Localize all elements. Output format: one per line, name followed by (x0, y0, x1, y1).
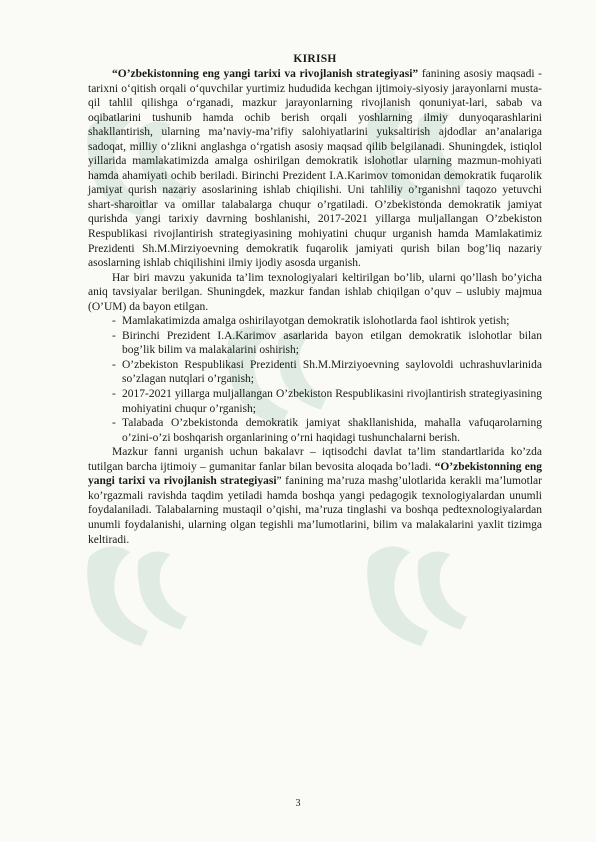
page-heading: KIRISH (293, 53, 337, 65)
bullet-dash: - (112, 358, 116, 371)
list-item: - 2017-2021 yillarga muljallangan O’zbekiston Respublikasini rivojlantirish strategiyasining mohiyatini chuqur o’rganish; (112, 388, 542, 415)
course-title-bold-2: “O’zbekistonning eng yangi tarixi va rivojlanish strategiyasi (88, 460, 542, 488)
list-item: - Mamlakatimizda amalga oshirilayotgan demokratik islohotlarda faol ishtirok yetish; (112, 315, 510, 328)
conclusion-text-after: ” fanining ma’ruza mashg’ulotlarida kerakli ma’lumotlar ko’rgazmali ravishda taqdim yetiladi hamda boshqa yangi pedagogik texnologiyalardan unumli foydalaniladi. Talabalarning mustaqil o’qishi, ma’ruza tinglashi va boshqa pedtexnologiyalardan unumli foydalanishi, ularning olgan tegishli ma’lumotlarini, bilim va malakalarini yaxlit tizimga keltiradi. (88, 475, 542, 546)
conclusion-paragraph (88, 445, 542, 547)
goals-list (88, 314, 542, 445)
bullet-dash: - (112, 329, 116, 342)
bullet-dash: - (112, 417, 116, 430)
intro-paragraph-text: fanining asosiy maqsadi - tarixni o‘qitish orqali o‘quvchilar yurtimiz hududida kechgan ijtimoiy-siyosiy jarayonlarni musta-qil tahlil qilishga o‘rganadi, mazkur jarayonlarning rivojlanish qonuniyat-lari, sabab va oqibatlarini tushunib hamda ochib berish orqali yoshlarning ilmiy dunyoqarashlarini shakllantirish, ularning ma’naviy-ma’rifiy salohiyatlarini yuksaltirish ajdodlar an’analariga sadoqat, milliy o‘zlikni anglashga o‘rgatish asosiy maqsad qilib belgilanadi. Shuningdek, istiqlol yillarida mamlakatimizda amalga oshirilgan demokratik islohotlar ularning mazmun-mohiyati hamda ahamiyati ochib beriladi. Birinchi Prezident I.A.Karimov tomonidan demokratik fuqarolik jamiyat qurish nazariy asoslarining ishlab chiqilishi. Uni tahliliy o’rganishni taqozo yetuvchi shart-sharoitlar va omillar talabalarga chuqur o’rgatiladi. O’zbekistonda demokratik jamiyat qurishda yangi tarixiy davrning boshlanishi, 2017-2021 yillarga muljallangan O’zbekiston Respublikasi rivojlantirish strategiyasining mohiyatini chuqur urganish hamda Mamlakatimiz Prezidenti Sh.M.Mirziyoevning demokratik fuqarolik jamiyati qurish bilan bog’liq nazariy asoslarning ishlab chiqilishini ilmiy ijodiy asosda urganish. (88, 68, 542, 270)
list-item: - Birinchi Prezident I.A.Karimov asarlarida bayon etilgan demokratik islohotlar bilan bog’lik bilim va malakalarini oshirish; (112, 329, 542, 357)
course-title-bold: “O’zbekistonning eng yangi tarixi va rivojlanish strategiyasi” (112, 68, 419, 80)
technology-paragraph: Har biri mavzu yakunida ta’lim texnologiyalari keltirilgan bo’lib, ularni qo’llash bo’yicha aniq tavsiyalar berilgan. Shuningdek, mazkur fandan ishlab chiqilgan o’quv – uslubiy majmua (O’UM) da bayon etilgan. (88, 271, 542, 313)
bullet-dash: - (112, 388, 116, 401)
conclusion-text-before: Mazkur fanni urganish uchun bakalavr – iqtisodchi davlat ta’lim standartlarida ko’zda tutilgan barcha ijtimoiy – gumanitar fanlar bilan bevosita aloqada bo’ladi. (88, 446, 542, 473)
page-number: 3 (295, 798, 301, 809)
intro-paragraph (88, 67, 542, 271)
list-item: - Talabada O’zbekistonda demokratik jamiyat shakllanishida, mahalla vafuqarolarning o’zini-o’zi boshqarish organlarining o’rni haqidagi tushunchalarni berish. (112, 417, 542, 444)
bullet-dash: - (112, 315, 116, 328)
list-item: - O’zbekiston Respublikasi Prezidenti Sh.M.Mirziyoevning saylovoldi uchrashuvlarinida so’zlagan nutqlari o’rganish; (112, 358, 542, 386)
